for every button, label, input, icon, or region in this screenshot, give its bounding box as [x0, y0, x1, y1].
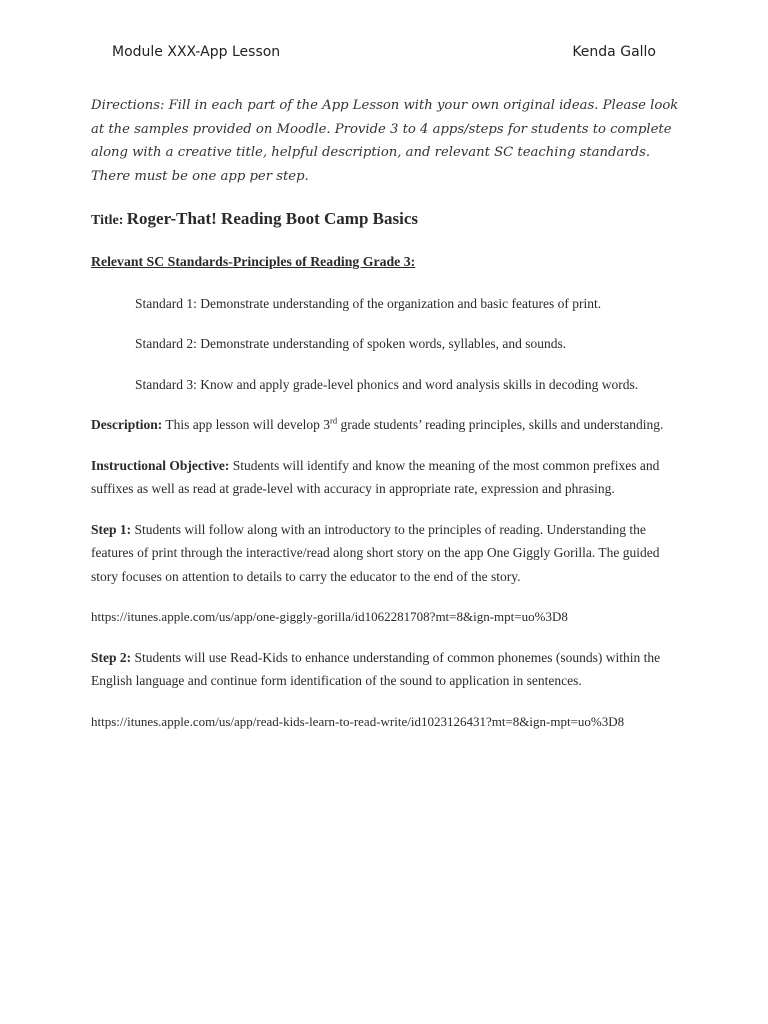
standard-item: Standard 2: Demonstrate understanding of spoken words, syllables, and sounds.	[135, 336, 567, 351]
author-name: Kenda Gallo	[572, 44, 656, 60]
step-1-url[interactable]: https://itunes.apple.com/us/app/one-giggly-gorilla/id1062281708?mt=8&ign-mpt=uo%3D8	[91, 609, 568, 624]
title-text: Roger-That! Reading Boot Camp Basics	[126, 209, 418, 228]
standards-heading: Relevant SC Standards-Principles of Reading Grade 3:	[91, 254, 416, 269]
step-2-paragraph	[91, 646, 681, 693]
standard-item: Standard 1: Demonstrate understanding of the organization and basic features of print.	[135, 295, 602, 311]
page-header	[112, 44, 656, 66]
step-2-url[interactable]: https://itunes.apple.com/us/app/read-kids-learn-to-read-write/id1023126431?mt=8&ign-mpt=uo%3D8	[91, 713, 625, 729]
title-label: Title:	[91, 213, 124, 228]
directions-text: Directions: Fill in each part of the App Lesson with your own original ideas. Please look at the samples provided on Moodle. Provide 3 to 4 apps/steps for students to complete along with a creative title, helpful description, and relevant SC teaching standards. There must be one app per step.	[91, 98, 679, 184]
description-label: Description:	[91, 417, 163, 432]
step-2-text: Students will use Read-Kids to enhance understanding of common phonemes (sounds) within the English language and continue form identification of the sound to application in sentences.	[91, 649, 661, 688]
step-1-label: Step 1:	[91, 521, 132, 537]
step-2-label: Step 2:	[91, 649, 132, 665]
lesson-title	[91, 206, 681, 234]
objective-label: Instructional Objective:	[91, 457, 230, 473]
ordinal-superscript: rd	[330, 415, 338, 426]
document-body	[91, 94, 681, 733]
standard-item: Standard 3: Know and apply grade-level phonics and word analysis skills in decoding words.	[135, 376, 639, 392]
step-1-paragraph	[91, 518, 681, 589]
module-title: Module XXX-App Lesson	[112, 44, 281, 60]
step-1-text: Students will follow along with an introductory to the principles of reading. Understanding the features of print through the interactive/read along short story on the app One Giggly Gorilla. The guided story focuses on attention to details to carry the educator to the end of the story.	[91, 521, 660, 584]
objective-paragraph	[91, 454, 681, 501]
description-paragraph	[91, 413, 681, 437]
objective-text: Students will identify and know the meaning of the most common prefixes and suffixes as well as read at grade-level with accuracy in appropriate rate, expression and phrasing.	[91, 457, 660, 496]
description-text-before: This app lesson will develop 3	[165, 417, 330, 432]
description-text-after: grade students’ reading principles, skills and understanding.	[337, 417, 664, 432]
